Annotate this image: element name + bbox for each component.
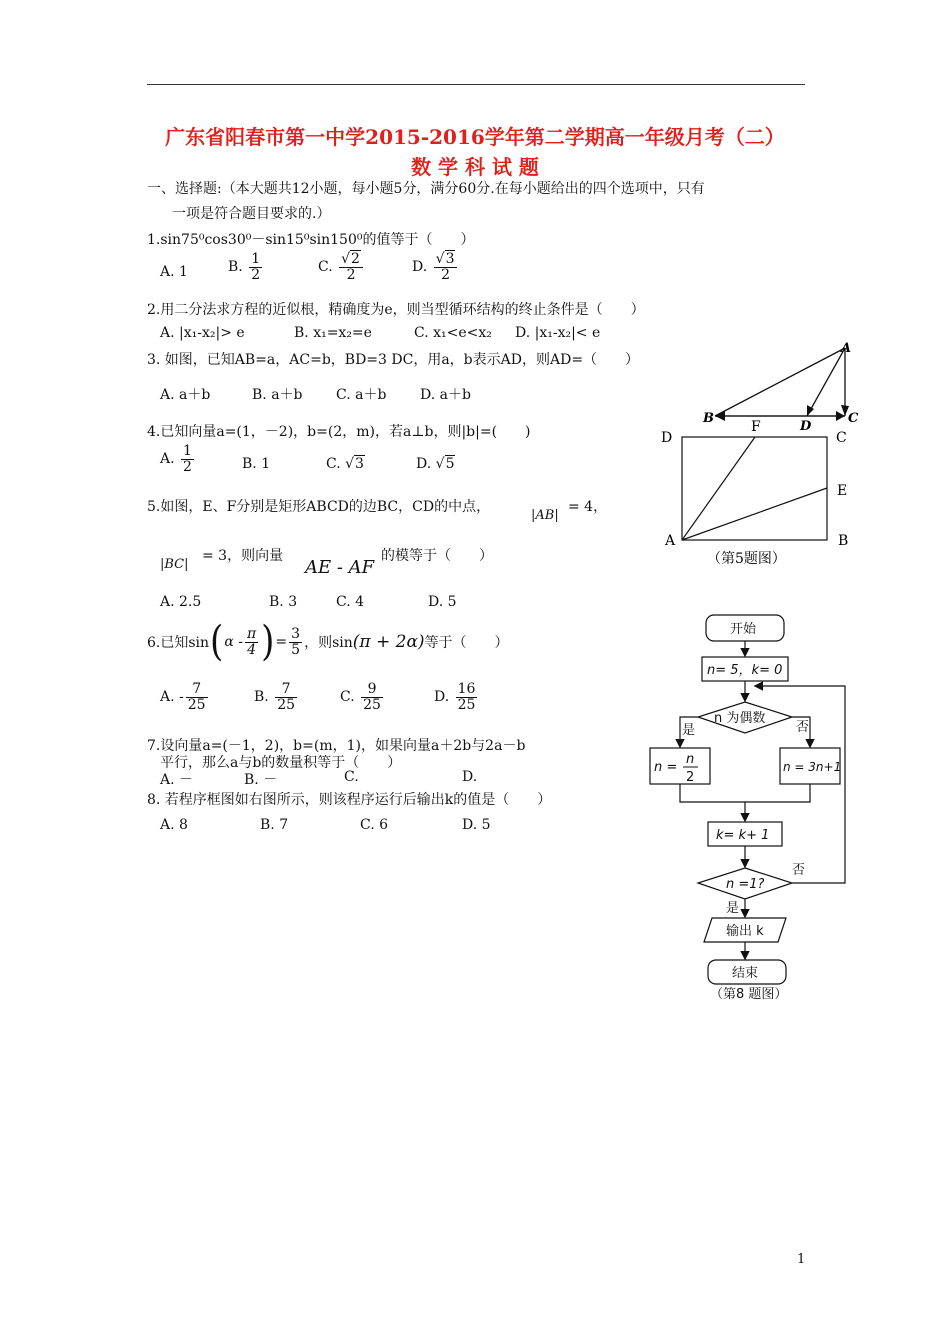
q6-b-label: B.: [254, 689, 269, 706]
q6-tail: 等于（ ）: [424, 635, 509, 651]
page-number: 1: [797, 1252, 806, 1267]
q1-d-fraction: $\frac{√3}{2}$: [434, 252, 458, 282]
q1-d-label: D.: [412, 259, 428, 276]
q1-option-b: [228, 252, 264, 282]
q6-eq: =: [275, 634, 288, 650]
q4-d-radicand: 5: [445, 456, 455, 472]
q1-b-label: B.: [228, 259, 243, 276]
q6-option-b: [254, 682, 299, 712]
q5-vector: AE - AF: [305, 557, 375, 578]
q6-pi-fraction: $\frac{\pi}{4}$: [246, 625, 257, 658]
q1-option-c: [318, 252, 365, 282]
q5-tail: 的模等于（ ）: [381, 548, 493, 564]
section-instructions-line1: 一、选择题:（本大题共12小题，每小题5分，满分60分.在每小题给出的四个选项中，只有: [147, 181, 705, 197]
fig8-init-label: n= 5，k= 0: [707, 663, 783, 678]
q3-option-d: D. a＋b: [420, 387, 471, 403]
q6-stem-pre: 6.已知sin: [147, 635, 210, 651]
q5-ab-norm: |AB|: [531, 508, 559, 523]
fig8-left-den: 2: [686, 770, 695, 785]
q5-option-a: A. 2.5: [160, 594, 202, 610]
q4-option-b: B. 1: [242, 456, 271, 472]
q6-option-c: [340, 682, 385, 712]
q4-option-a: [160, 444, 196, 474]
q3-option-a: A. a＋b: [160, 387, 211, 403]
q4-a-fraction: $\frac{1}{2}$: [183, 443, 192, 475]
paper-title: 广东省阳春市第一中学2015-2016学年第二学期高一年级月考（二）: [165, 125, 785, 149]
fig5-label-d: D: [661, 430, 673, 446]
q7-option-b: B. －: [244, 772, 278, 788]
fig8-yes2-label: 是: [726, 901, 740, 916]
q6-d-fraction: $\frac{16}{25}$: [457, 681, 476, 713]
fig5-segment-af: [682, 437, 755, 540]
q2-option-d: D. |x₁-x₂|< e: [515, 325, 601, 341]
fig3-label-c: C: [848, 411, 859, 426]
q1-b-fraction: $\frac{1}{2}$: [251, 251, 261, 283]
q6-a-label: A.: [160, 689, 175, 706]
q5-eq2: = 3，则向量: [202, 548, 284, 564]
q6-c-fraction: $\frac{9}{25}$: [363, 681, 381, 713]
q6-b-fraction: $\frac{7}{25}$: [277, 681, 296, 713]
fig8-left-num: n: [686, 752, 695, 767]
fig8-yes1-label: 是: [682, 723, 696, 738]
q1-c-fraction: $\frac{√2}{2}$: [339, 252, 363, 282]
q6-value-fraction: $\frac{3}{5}$: [291, 625, 301, 658]
header-rule: [147, 84, 805, 85]
fig8-output-label: 输出 k: [726, 924, 764, 939]
fig8-cond1-label: n 为偶数: [714, 711, 766, 726]
q3-option-c: C. a＋b: [336, 387, 387, 403]
q1-c-label: C.: [318, 259, 333, 276]
fig5-segment-ae: [682, 488, 827, 540]
fig8-start-label: 开始: [730, 622, 757, 637]
q5-option-b: B. 3: [269, 594, 298, 610]
fig3-label-d: D: [800, 419, 812, 430]
q5-option-d: D. 5: [428, 594, 457, 610]
fig8-cond2-label: n =1?: [726, 877, 765, 892]
q6-d-label: D.: [434, 689, 450, 706]
section-instructions-line2: 一项是符合题目要求的.）: [172, 206, 331, 222]
q8-option-c: C. 6: [360, 817, 389, 833]
q8-option-b: B. 7: [260, 817, 289, 833]
q4-option-d: D. √5: [416, 456, 455, 472]
q5-bc-norm: |BC|: [160, 557, 189, 572]
q8-stem: 8. 若程序框图如右图所示，则该程序运行后输出k的值是（ ）: [147, 792, 552, 808]
q2-option-b: B. x₁=x₂=e: [294, 325, 372, 341]
q3-stem: 3. 如图，已知AB=a，AC=b，BD=3 DC，用a，b表示AD，则AD=（ ）: [147, 352, 640, 368]
q7-stem-line2: 平行，那么a与b的数量积等于（ ）: [160, 755, 402, 771]
q1-option-d: [412, 252, 459, 282]
q1-option-a: A. 1: [160, 264, 188, 280]
fig8-left-label: n =: [654, 760, 678, 775]
q7-option-d: D.: [462, 769, 478, 785]
q4-a-label: A.: [160, 451, 175, 468]
q6-mid: ，则sin: [304, 635, 353, 651]
q6-stem: 6.已知sin ( α - $\frac{\pi}{4}$ ) = $\frac{3}{5}$ ，则sin (π + 2α) 等于（ ）: [147, 618, 509, 666]
fig5-label-f: F: [751, 419, 761, 435]
fig3-label-a: A: [841, 341, 852, 356]
q1-stem: 1.sin75⁰cos30⁰－sin15⁰sin150⁰的值等于（ ）: [147, 232, 475, 248]
q8-option-a: A. 8: [160, 817, 188, 833]
fig8-no2-label: 否: [792, 863, 806, 878]
q4-stem: 4.已知向量a=(1，－2)，b=(2，m)，若a⊥b，则|b|=( ): [147, 424, 531, 440]
fig5-label-c: C: [836, 430, 847, 446]
fig8-merge-line: [680, 784, 810, 802]
q5-option-c: C. 4: [336, 594, 365, 610]
q2-option-a: A. |x₁-x₂|> e: [160, 325, 245, 341]
q4-c-radicand: 3: [355, 456, 364, 472]
q5-eq1: = 4，: [568, 499, 608, 515]
fig8-inc-label: k= k+ 1: [716, 828, 770, 843]
q7-stem-line1: 7.设向量a=(－1，2)，b=(m，1)，如果向量a＋2b与2a－b: [147, 738, 526, 754]
q6-option-d: [434, 682, 479, 712]
fig5-rectangle: [660, 415, 860, 570]
q6-option-a: [160, 682, 210, 712]
q7-option-a: A. －: [160, 772, 194, 788]
q3-option-b: B. a＋b: [252, 387, 303, 403]
q5-stem: 5.如图，E、F分别是矩形ABCD的边BC，CD的中点，: [147, 499, 491, 515]
paper-subtitle: 数 学 科 试 题: [411, 155, 539, 179]
q4-option-c: C. √3: [326, 456, 364, 472]
q6-alpha: α -: [224, 634, 243, 650]
q4-d-label: D.: [416, 456, 432, 472]
fig5-caption: （第5题图）: [707, 551, 786, 567]
fig8-flowchart: [640, 610, 860, 1010]
q4-c-label: C.: [326, 456, 341, 472]
fig8-end-label: 结束: [732, 966, 759, 981]
q2-stem: 2.用二分法求方程的近似根，精确度为e，则当型循环结构的终止条件是（ ）: [147, 302, 645, 318]
fig8-no1-label: 否: [796, 720, 810, 735]
q7-option-c: C.: [344, 769, 359, 785]
fig5-label-e: E: [837, 483, 848, 499]
q6-arg: (π + 2α): [352, 632, 425, 652]
fig8-caption: （第8 题图）: [710, 987, 788, 1002]
q8-option-d: D. 5: [462, 817, 491, 833]
q2-option-c: C. x₁<e<x₂: [414, 325, 492, 341]
fig8-right-label: n = 3n+1: [783, 760, 842, 774]
fig3-label-b: B: [703, 411, 714, 426]
q6-c-label: C.: [340, 689, 355, 706]
q6-a-fraction: $\frac{7}{25}$: [187, 681, 206, 713]
q6-a-sign: -: [179, 689, 184, 706]
fig5-rect-abcd: [682, 437, 827, 540]
fig5-label-b: B: [838, 533, 849, 549]
fig5-label-a: A: [665, 533, 676, 549]
